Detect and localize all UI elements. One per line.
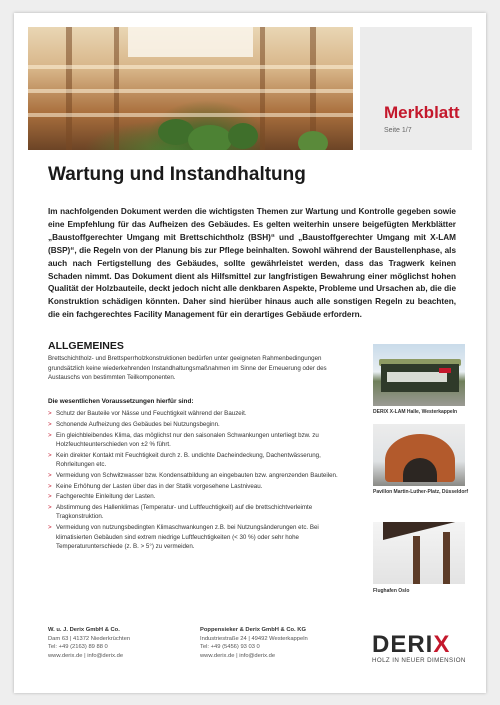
list-item: > Ein gleichbleibendes Klima, das möglichst nur den saisonalen Schwankungen unterliegt bzw. zu Holzfeuchteunterschieden von ±2 % führt. — [48, 431, 319, 448]
page-number: Seite 1/7 — [384, 127, 412, 134]
header-photo-atrium — [28, 27, 353, 150]
doc-type-label: Merkblatt — [384, 103, 460, 122]
photo-xlam-halle — [373, 344, 465, 406]
intro-paragraph: Im nachfolgenden Dokument werden die wichtigsten Themen zur Wartung und Kontrolle gegeben sowie eine Empfehlung für das Aufheizen des Gebäudes. Es gelten weiterhin unsere beigefügten Merkblätter „Baustoffgerechter Umgang mit Brettschichtholz (BSH)“ und „Baustoffgerechter Umgang mit X-LAM (BSP)“, die Regeln von der Planung bis zur Pflege beinhalten. Sowohl während der Baustellenphase, als auch nach Fertigstellung des Gebäudes, sollte gewährleistet werden, dass das Tragwerk keinen Schaden nimmt. Das Dokument dient als Hilfsmittel zur langfristigen Bewahrung einer möglichst hohen Qualität der Holzbauteile, deckt jedoch nicht alle denkbaren Aspekte, Probleme und Ursachen ab, die die Konstruktion schädigen könnten. Daher sind hierüber hinaus auch alle sonstigen Regeln zu beachten, die ein fachgerechtes Facility Management für ein derartiges Gebäude erfordern. — [48, 207, 456, 320]
chevron-right-icon: > — [48, 420, 52, 428]
chevron-right-icon: > — [48, 471, 52, 479]
brand-slogan: HOLZ IN NEUER DIMENSION — [372, 657, 466, 664]
photo-flughafen-oslo — [373, 522, 465, 584]
photo-pavillon — [373, 424, 465, 486]
chevron-right-icon: > — [48, 431, 52, 439]
header-side-panel — [360, 27, 472, 150]
chevron-right-icon: > — [48, 524, 52, 532]
list-item: > Schutz der Bauteile vor Nässe und Feuchtigkeit während der Bauzeit. — [48, 410, 247, 417]
skylight — [128, 27, 253, 57]
chevron-right-icon: > — [48, 504, 52, 512]
chevron-right-icon: > — [48, 410, 52, 417]
chevron-right-icon: > — [48, 482, 52, 490]
footer-address-poppensieker: Poppensieker & Derix GmbH & Co. KG Industriestraße 24 | 49492 Westerkappeln Tel: +49 (5456) 93 03 0 www.derix.de | info@derix.de — [200, 627, 308, 659]
list-item: > Vermeidung von nutzungsbedingten Klimaschwankungen z.B. bei Nutzungsänderungen etc. Bei klimatisierten Gebäuden sind extrem niedrige Luftfeuchtigkeiten (< 30 %) oder sehr hohe Temperaturunterschiede (z. B. > 5°) zu vermeiden. — [48, 524, 319, 550]
chevron-right-icon: > — [48, 493, 52, 501]
photo-caption: Pavillon Martin-Luther-Platz, Düsseldorf — [373, 489, 469, 495]
derix-logo: DERIX — [372, 631, 451, 658]
requirements-heading: Die wesentlichen Voraussetzungen hierfür sind: — [48, 398, 194, 405]
section-heading-allgemeines: ALLGEMEINES — [48, 340, 124, 352]
photo-caption: Flughafen Oslo — [373, 588, 410, 594]
list-item: > Kein direkter Kontakt mit Feuchtigkeit durch z. B. undichte Dacheindeckung, Dachentwässerung, Rohrleitungen etc. — [48, 451, 321, 468]
list-item: > Fachgerechte Einleitung der Lasten. — [48, 493, 156, 501]
list-item: > Vermeidung von Schwitzwasser bzw. Kondensatbildung an eingebauten bzw. angrenzenden Bauteilen. — [48, 471, 338, 479]
footer-address-derix: W. u. J. Derix GmbH & Co. Dam 63 | 41372 Niederkrüchten Tel: +49 (2163) 89 88 0 www.derix.de | info@derix.de — [48, 627, 131, 659]
list-item: > Keine Erhöhung der Lasten über das in der Statik vorgesehene Lastniveau. — [48, 482, 263, 490]
chevron-right-icon: > — [48, 451, 52, 459]
photo-caption: DERIX X-LAM Halle, Westerkappeln — [373, 409, 458, 415]
requirements-list — [48, 409, 348, 553]
document-page — [14, 13, 486, 693]
section-paragraph: Brettschichtholz- und Brettsperrholzkonstruktionen bedürfen unter geeigneten Rahmenbedingungen grundsätzlich keine wiederkehrenden Instandhaltungsmaßnahmen im Sinne der Erneuerung oder des Austauschs von bestimmten Teilkomponenten. — [48, 355, 327, 381]
list-item: > Abstimmung des Hallenklimas (Temperatur- und Luftfeuchtigkeit) auf die brettschichtverleimte Tragkonstruktion. — [48, 504, 313, 521]
page-title: Wartung und Instandhaltung — [48, 164, 306, 185]
list-item: > Schonende Aufheizung des Gebäudes bei Nutzungsbeginn. — [48, 420, 220, 428]
